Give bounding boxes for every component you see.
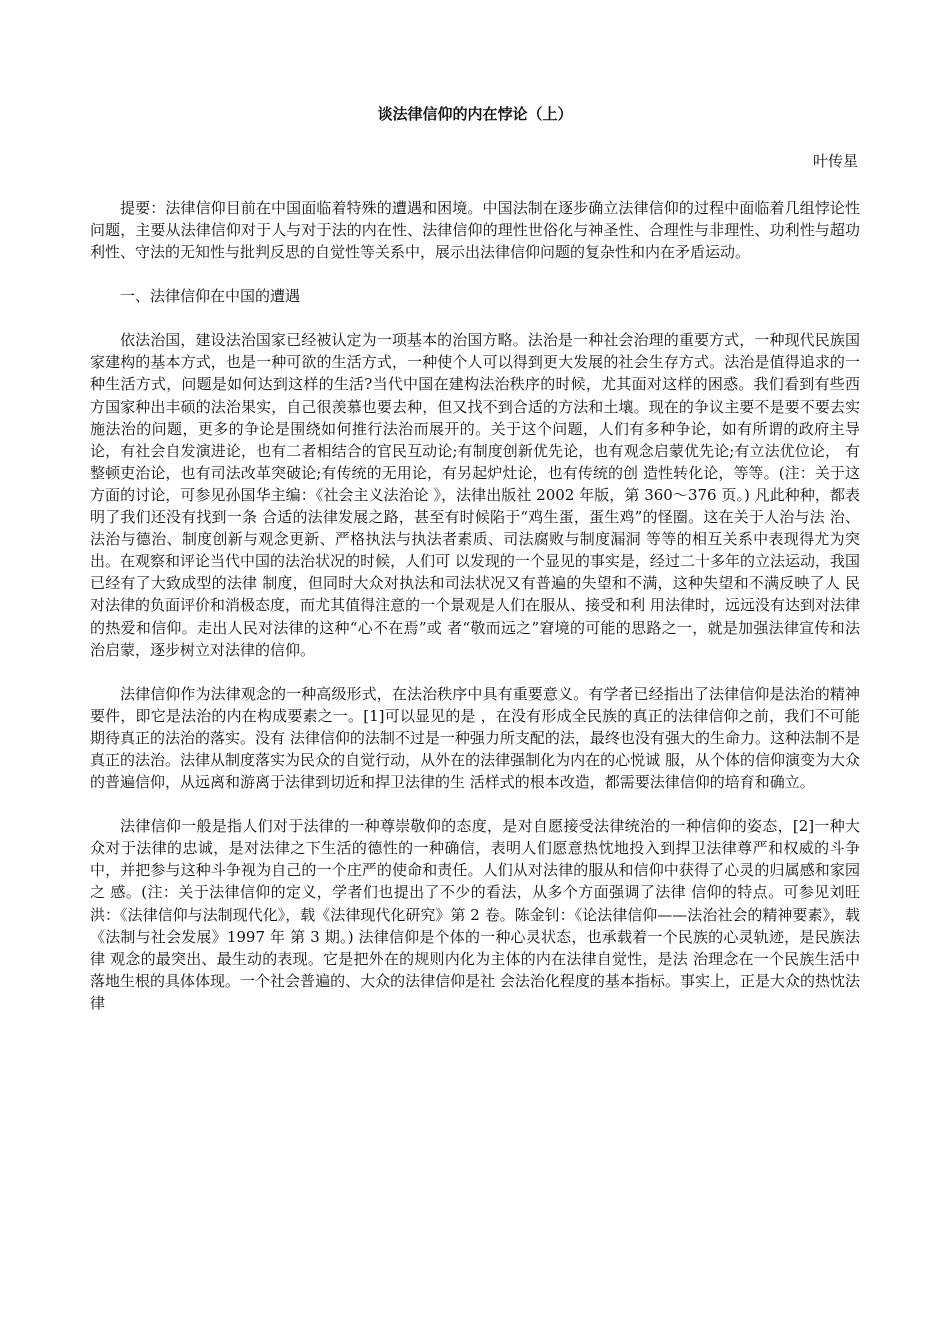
section-heading: 一、法律信仰在中国的遭遇	[120, 287, 301, 306]
body-paragraph-3: 法律信仰一般是指人们对于法律的一种尊崇敬仰的态度，是对自愿接受法律统治的一种信仰的姿态，[2]一种大众对于法律的忠诚，是对法律之下生活的德性的一种确信，表明人们愿意热忱地投入到捍卫法律尊严和权威的斗争中，并把参与这种斗争视为自己的一个庄严的使命和责任。人们从对法律的服从和信仰中获得了心灵的归属感和家园之 感。(注：关于法律信仰的定义，学者们也提出了不少的看法，从多个方面强调了法律 信仰的特点。可参见刘旺洪：《法律信仰与法制现代化》，载《法律现代化研究》第 2 卷。陈金钊：《论法律信仰——法治社会的精神要素》，载《法制与社会发展》1997 年 第 3 期。) 法律信仰是个体的一种心灵状态，也承载着一个民族的心灵轨迹，是民族法律 观念的最突出、最生动的表现。它是把外在的规则内化为主体的内在法律自觉性，是法 治理念在一个民族生活中落地生根的具体体现。一个社会普遍的、大众的法律信仰是社 会法治化程度的基本指标。事实上，正是大众的热忱法律	[90, 817, 860, 1012]
article-author: 叶传星	[812, 152, 858, 170]
abstract-paragraph: 提要：法律信仰目前在中国面临着特殊的遭遇和困境。中国法制在逐步确立法律信仰的过程中面临着几组悖论性问题，主要从法律信仰对于人与对于法的内在性、法律信仰的理性世俗化与神圣性、合理性与非理性、功利性与超功利性、守法的无知性与批判反思的自觉性等关系中，展示出法律信仰问题的复杂性和内在矛盾运动。	[90, 199, 860, 262]
article-title: 谈法律信仰的内在悖论（上）	[377, 105, 573, 123]
body-paragraph-2: 法律信仰作为法律观念的一种高级形式，在法治秩序中具有重要意义。有学者已经指出了法律信仰是法治的精神要件，即它是法治的内在构成要素之一。[1]可以显见的是 ，在没有形成全民族的真正的法律信仰之前，我们不可能期待真正的法治的落实。没有 法律信仰的法制不过是一种强力所支配的法，最终也没有强大的生命力。这种法制不是真正的法治。法律从制度落实为民众的自觉行动，从外在的法律强制化为内在的心悦诚 服，从个体的信仰演变为大众的普遍信仰，从远离和游离于法律到切近和捍卫法律的生 活样式的根本改造，都需要法律信仰的培育和确立。	[90, 684, 860, 792]
article-body	[90, 197, 860, 1036]
body-paragraph-1: 依法治国，建设法治国家已经被认定为一项基本的治国方略。法治是一种社会治理的重要方式，一种现代民族国家建构的基本方式，也是一种可欲的生活方式，一种使个人可以得到更大发展的社会生存方式。法治是值得追求的一种生活方式，问题是如何达到这样的生活?当代中国在建构法治秩序的时候，尤其面对这样的困惑。我们看到有些西方国家种出丰硕的法治果实，自己很羡慕也要去种，但又找不到合适的方法和土壤。现在的争议主要不是要不要去实施法治的问题，更多的争论是围绕如何推行法治而展开的。关于这个问题，人们有多种争论，如有所谓的政府主导论，有社会自发演进论，也有二者相结合的官民互动论;有制度创新优先论，也有观念启蒙优先论;有立法优位论， 有整顿吏治论，也有司法改革突破论;有传统的无用论，有另起炉灶论，也有传统的创 造性转化论，等等。(注：关于这方面的讨论，可参见孙国华主编：《社会主义法治论 》，法律出版社 2002 年版，第 360～376 页。) 凡此种种，都表明了我们还没有找到一条 合适的法律发展之路，甚至有时候陷于“鸡生蛋，蛋生鸡”的怪圈。这在关于人治与法 治、法治与德治、制度创新与观念更新、严格执法与执法者素质、司法腐败与制度漏洞 等等的相互关系中表现得尤为突出。在观察和评论当代中国的法治状况的时候，人们可 以发现的一个显见的事实是，经过二十多年的立法运动，我国已经有了大致成型的法律 制度，但同时大众对执法和司法状况又有普遍的失望和不满，这种失望和不满反映了人 民对法律的负面评价和消极态度，而尤其值得注意的一个景观是人们在服从、接受和利 用法律时，远远没有达到对法律的热爱和信仰。走出人民对法律的这种“心不在焉”或 者“敬而远之”窘境的可能的思路之一，就是加强法律宣传和法治启蒙，逐步树立对法律的信仰。	[90, 331, 860, 659]
